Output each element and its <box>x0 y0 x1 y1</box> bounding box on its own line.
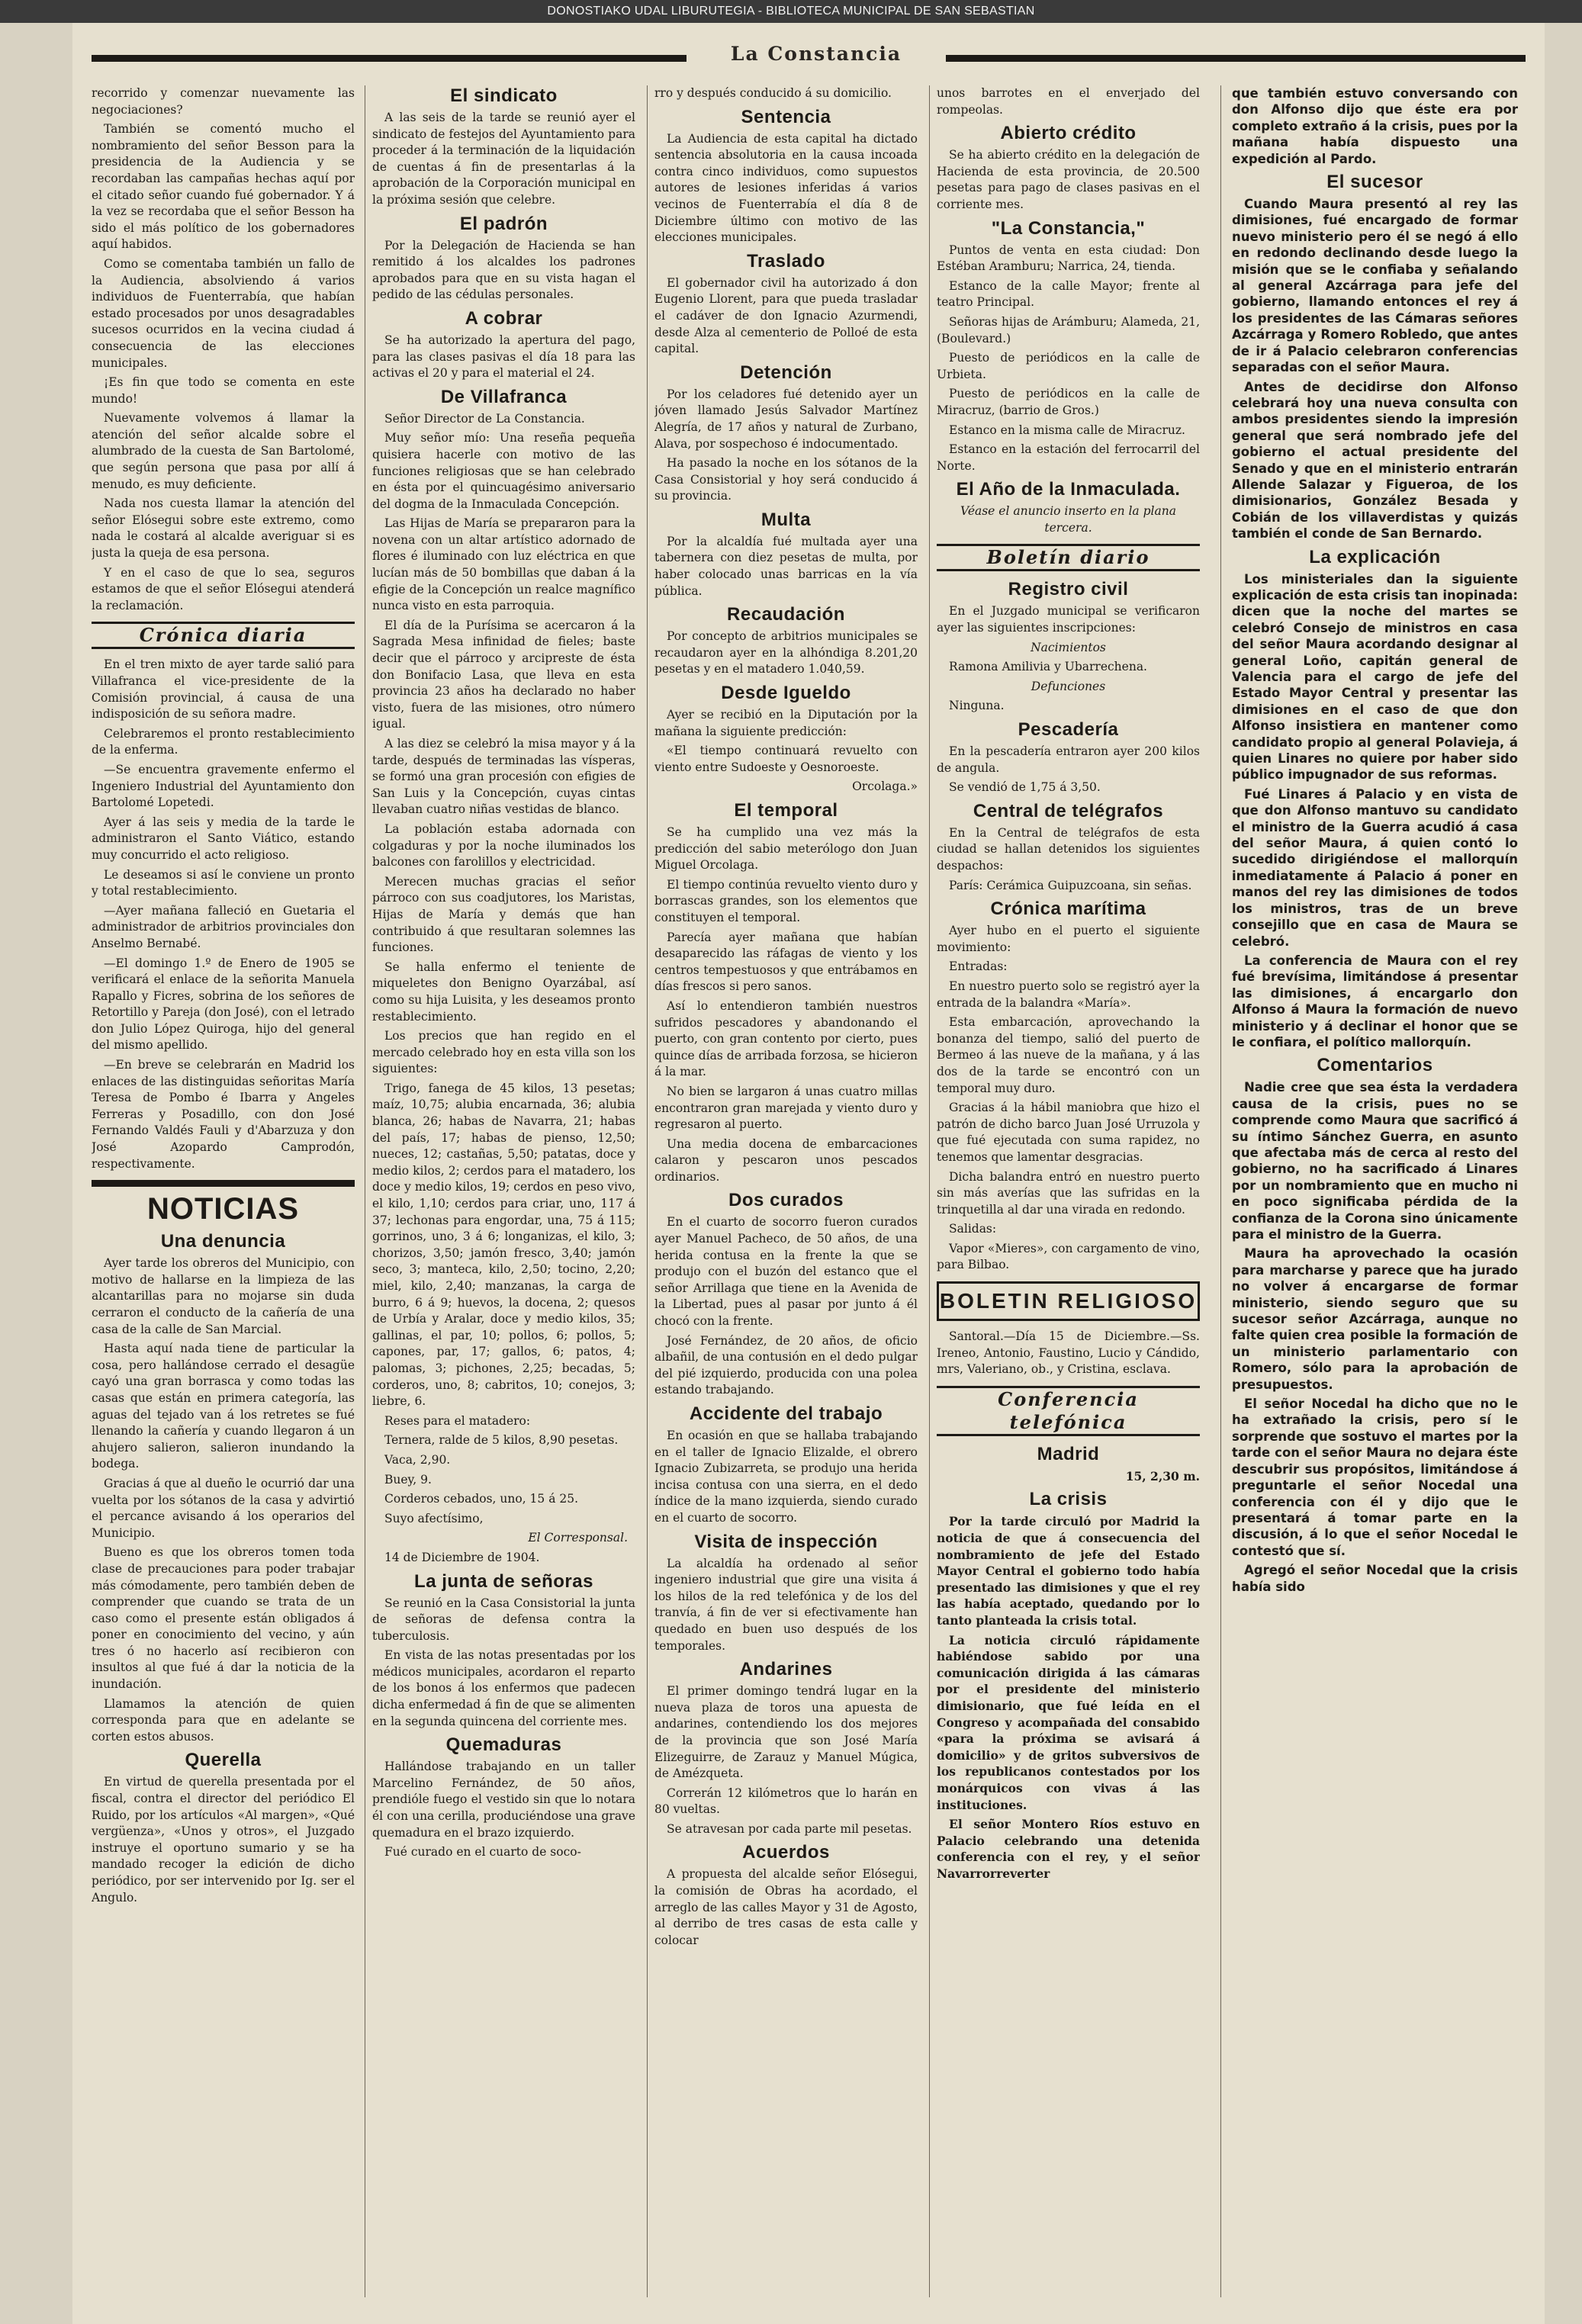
paragraph: Como se comentaba también un fallo de la Audiencia, absolviendo á varios individuos de Fuenterrabía, que habían estado procesados por unos desagradables sucesos ocurridos en la vecina ciudad á consecuencia de las elecciones municipales. <box>92 256 355 370</box>
signature: El Corresponsal. <box>528 1531 628 1545</box>
paragraph: La conferencia de Maura con el rey fué brevísima, limitándose á presentar las dimisiones, á encargarlo don Alfonso á Maura la formación de nuevo ministerio y á declinar el honor que se le confiara, el político mallorquín. <box>1232 953 1518 1049</box>
paragraph: ¡Es fin que todo se comenta en este mundo! <box>92 375 355 406</box>
subheading: Nacimientos <box>1031 640 1106 654</box>
paragraph: Estanco en la estación del ferrocarril del Norte. <box>937 442 1200 473</box>
article-headline: El Año de la Inmaculada. <box>956 479 1181 500</box>
paragraph: José Fernández, de 20 años, de oficio albañil, de una contusión en el dedo pulgar del pié izquierdo, producida con una polea estando trabajando. <box>654 1333 918 1397</box>
section-header-boletin-religioso: BOLETIN RELIGIOSO <box>937 1281 1200 1321</box>
paragraph: En el tren mixto de ayer tarde salió para Villafranca el vice-presidente de la Comisión provincial, á causa de una indisposición de su señora madre. <box>92 657 355 722</box>
article-headline: La junta de señoras <box>414 1570 593 1592</box>
article-headline: Visita de inspección <box>694 1531 878 1552</box>
paragraph: Se halla enfermo el teniente de miqueletes don Benigno Oyarzábal, así como su hija Luisita, y les deseamos pronto restablecimiento. <box>372 959 635 1024</box>
paragraph: Nadie cree que sea ésta la verdadera causa de la crisis, pues no se comprende como Maura que sacrificó á su íntimo Sánchez Guerra, en asunto que afectaba más de cerca al resto del gobierno, no ha sacrificado á Linares por un nombramiento que en mucho ni en poco significaba pérdida de la confianza de la Corona sino únicamente para el ministro de la Guerra. <box>1232 1080 1518 1242</box>
paragraph: Así lo entendieron también nuestros sufridos pescadores y abandonando el puerto, con gran contento por cierto, pues quince días de arribada forzosa, se hicieron á la mar. <box>654 998 918 1079</box>
paragraph: La Audiencia de esta capital ha dictado sentencia absolutoria en la causa incoada contra cinco individuos, como supuestos autores de lesiones inferidas á varios vecinos de Fuenterrabía el día 8 de Diciembre último con motivo de las elecciones municipales. <box>654 131 918 245</box>
article-headline: Registro civil <box>1008 579 1129 600</box>
paragraph: Véase el anuncio inserto en la plana tercera. <box>960 504 1176 535</box>
paragraph: El tiempo continúa revuelto viento duro y borrascas grandes, son los elementos que constituyen el temporal. <box>654 877 918 924</box>
paragraph: Ramona Amilivia y Ubarrechena. <box>949 660 1147 674</box>
article-headline: Andarines <box>739 1659 833 1680</box>
paragraph: Suyo afectísimo, <box>384 1511 484 1525</box>
paragraph: La noticia circuló rápidamente habiéndose sabido por una comunicación dirigida á las cámaras por el presidente del ministerio dimisionario, que fué leída en el Congreso y acompañada del consabido «para la próxima se avisará á domicilio» y de gritos subversivos de los republicanos contestados por los monárquicos con vivas á las instituciones. <box>937 1632 1200 1812</box>
paragraph: Los ministeriales dan la siguiente explicación de esta crisis tan inopinada: dicen que la noche del martes se celebró Consejo de ministros en casa del señor Maura acordando designar al general Loño, capitán general de Valencia para el cargo de jefe del Estado Mayor Central y presentar las dimisiones en el caso de que don Alfonso insistiera en mantener como candidato propio al general Polavieja, á quien Linares no quiere por haber sido público impugnador de sus reformas. <box>1232 571 1518 783</box>
paragraph: Señoras hijas de Arámburu; Alameda, 21, (Boulevard.) <box>937 314 1200 346</box>
article-headline: Detención <box>740 362 832 383</box>
paragraph: Se vendió de 1,75 á 3,50. <box>949 780 1101 795</box>
paragraph: Se ha autorizado la apertura del pago, para las clases pasivas el día 18 para las activas el 20 y para el material el 24. <box>372 333 635 381</box>
paragraph: Ayer tarde los obreros del Municipio, con motivo de hallarse en la limpieza de las alcantarillas para no mojarse sin duda cerraron el conducto de la cañería de una casa de la calle de San Marcial. <box>92 1256 355 1336</box>
article-headline: Recaudación <box>727 604 845 625</box>
paragraph: Y en el caso de que lo sea, seguros estamos de que el señor Elósegui atenderá la reclamación. <box>92 565 355 612</box>
paragraph: En el cuarto de socorro fueron curados ayer Manuel Pacheco, de 50 años, de una herida contusa en la frente la que se produjo con el buzón del estanco que el señor Arrillaga que tiene en la Avenida de la Libertad, pues al pasar por junto á él chocó con la frente. <box>654 1215 918 1329</box>
article-headline: A cobrar <box>465 307 543 329</box>
article-headline: Acuerdos <box>742 1842 830 1863</box>
paragraph: Hasta aquí nada tiene de particular la cosa, pero hallándose cerrado el desagüe cayó una gran borrasca y como todas las casas que están en primera categoría, las aguas del tejado van á los retretes se fué llenando la cañería y cuando llegaron á un ahujero salieron, salieron inundando la bodega. <box>92 1342 355 1471</box>
paragraph: Dicha balandra entró en nuestro puerto sin más averías que las sufridas en la trinquetilla al dar una virada en redondo. <box>937 1169 1200 1217</box>
paragraph: Maura ha aprovechado la ocasión para marcharse y parece que ha jurado no volver á encargarse de formar ministerio, siendo seguro que su sucesor señor Azcárraga, aunque no falte quien crea posible la formación de un ministerio parlamentario con Romero, sólo para la aprobación de presupuestos. <box>1232 1246 1518 1392</box>
paragraph: Por la tarde circuló por Madrid la noticia de que á consecuencia del nombramiento de jefe del Estado Mayor Central el gobierno todo había presentado las dimisiones y que el rey las había aceptado, quedando por lo tanto planteada la crisis total. <box>937 1514 1200 1628</box>
paragraph: Se ha cumplido una vez más la predicción del sabio meterólogo don Juan Miguel Orcolaga. <box>654 825 918 873</box>
paragraph: que también estuvo conversando con don Alfonso dijo que éste era por completo extraño á la crisis, pues por la mañana había dispuesto una expedición al Pardo. <box>1232 86 1518 166</box>
paragraph: Antes de decidirse don Alfonso celebrará hoy una nueva consulta con ambos presidentes siendo la impresión general que será nombrado jefe del gobierno el actual presidente del Senado y que en el ministerio entrarán Allende Salazar y Figueroa, de los dimisionarios, González Besada y Cobián de los villaverdistas y quizás también el conde de San Bernardo. <box>1232 379 1518 542</box>
article-headline: Sentencia <box>741 106 831 127</box>
column-1 <box>92 85 355 2297</box>
paragraph: —Ayer mañana falleció en Guetaria el administrador de arbitrios provinciales don Anselmo Bernabé. <box>92 903 355 950</box>
paragraph: Se reunió en la Casa Consistorial la junta de señoras de defensa contra la tuberculosis. <box>372 1596 635 1643</box>
paragraph: Gracias á que al dueño le ocurrió dar una vuelta por los sótanos de la casa y advirtió el percance avisando á los operarios del Municipio. <box>92 1476 355 1540</box>
paragraph: Parecía ayer mañana que habían desaparecido las ráfagas de viento y los centros tempestuosos y que entrábamos en días frescos si pero sanos. <box>654 930 918 994</box>
paragraph: Vapor «Mieres», con cargamento de vino, para Bilbao. <box>937 1241 1200 1272</box>
article-headline: El padrón <box>459 213 548 234</box>
article-headline: El sindicato <box>450 85 558 106</box>
column-divider <box>1220 85 1221 2297</box>
paragraph: También se comentó mucho el nombramiento del señor Besson para la presidencia de la Audiencia y se recordaban las campañas hechas aquí por el citado señor cuando fué gobernador. Y á la vez se recordaba que el señor Besson ha sido el más político de los gobernadores aquí habidos. <box>92 122 355 252</box>
paragraph: unos barrotes en el enverjado del rompeolas. <box>937 86 1200 117</box>
paragraph: El gobernador civil ha autorizado á don Eugenio Llorent, para que pueda trasladar el cadáver de don Ignacio Azurmendi, desde Alza al cementerio de Polloé de esta capital. <box>654 275 918 356</box>
paragraph: —Se encuentra gravemente enfermo el Ingeniero Industrial del Ayuntamiento don Bartolomé Lopetedi. <box>92 762 355 810</box>
section-title-noticias: NOTICIAS <box>146 1192 300 1226</box>
paragraph: Vaca, 2,90. <box>384 1452 451 1467</box>
column-4 <box>937 85 1200 2297</box>
paragraph: A propuesta del alcalde señor Elósegui, la comisión de Obras ha acordado, el arreglo de las calles Mayor y 31 de Agosto, al derribo de tres casas de esta calle y colocar <box>654 1867 918 1947</box>
article-headline: Central de telégrafos <box>973 800 1164 821</box>
paragraph: Le deseamos si así le conviene un pronto y total restablecimiento. <box>92 867 355 898</box>
article-headline: Desde Igueldo <box>721 683 851 704</box>
newspaper-title: La Constancia <box>730 43 902 65</box>
article-headline: El temporal <box>734 800 838 821</box>
article-headline: La crisis <box>1029 1489 1108 1510</box>
paragraph: Puesto de periódicos en la calle de Miracruz, (barrio de Gros.) <box>937 387 1200 417</box>
paragraph: —El domingo 1.º de Enero de 1905 se verificará el enlace de la señorita Manuela Rapallo y Ficres, sobrina de los señores de Retortillo y Pareja (don José), con el letrado don Julio López Quiroga, hijo del general del mismo apellido. <box>92 956 355 1053</box>
article-headline: Abierto crédito <box>1000 123 1137 144</box>
article-headline: "La Constancia," <box>991 217 1146 239</box>
column-divider <box>647 85 648 2297</box>
paragraph: Corderos cebados, uno, 15 á 25. <box>384 1492 579 1506</box>
paragraph: En vista de las notas presentadas por los médicos municipales, acordaron el reparto de los bonos á los enfermos que padecen dicha enfermedad á fin de que se alimenten en la segunda quincena del corriente mes. <box>372 1648 635 1728</box>
section-header-conferencia-telefonica: Conferencia telefónica <box>937 1386 1200 1436</box>
article-headline: De Villafranca <box>440 386 568 407</box>
column-5 <box>1232 85 1518 2297</box>
paragraph: recorrido y comenzar nuevamente las negociaciones? <box>92 86 355 117</box>
paragraph: En la pescadería entraron ayer 200 kilos de angula. <box>937 744 1200 775</box>
paragraph: El señor Nocedal ha dicho que no le ha extrañado la crisis, pero sí le sorprende que sostuvo el martes por la tarde con el señor Maura no dejara éste descubrir sus propósitos, limitándose á preguntarle el señor Nocedal una conferencia con él y dijo que le presentará á tomar parte en la discusión, á lo que el señor Nocedal le contestó que sí. <box>1232 1397 1518 1558</box>
column-2 <box>372 85 635 2297</box>
masthead-rule-left <box>92 55 686 62</box>
paragraph: Buey, 9. <box>384 1472 432 1487</box>
article-headline: El sucesor <box>1326 172 1423 193</box>
paragraph: Ayer hubo en el puerto el siguiente movimiento: <box>937 924 1200 954</box>
paragraph: Ayer se recibió en la Diputación por la mañana la siguiente predicción: <box>654 708 918 738</box>
paragraph: Correrán 12 kilómetros que lo harán en 80 vueltas. <box>654 1786 918 1817</box>
paragraph: El señor Montero Ríos estuvo en Palacio celebrando una detenida conferencia con el rey, y el señor Navarrorreverter <box>937 1817 1200 1881</box>
paragraph: rro y después conducido á su domicilio. <box>654 86 892 100</box>
paragraph: —En breve se celebrarán en Madrid los enlaces de las distinguidas señoritas María Teresa de Pombo é Ibarra y Angeles Ferreras y Posadillo, con don José Fernando Valdés Fauli y d'Abarzuza y don José Azopardo Camprodón, respectivamente. <box>92 1058 355 1171</box>
subheading: Defunciones <box>1031 679 1106 693</box>
paragraph: Ternera, ralde de 5 kilos, 8,90 pesetas. <box>384 1433 619 1448</box>
paragraph: La población estaba adornada con colgaduras y por la noche iluminados los balcones con farolillos y electricidad. <box>372 821 635 869</box>
paragraph: Celebraremos el pronto restablecimiento de la enferma. <box>92 726 355 757</box>
masthead-rule-right <box>946 55 1526 62</box>
paragraph: Por los celadores fué detenido ayer un jóven llamado Jesús Salvador Martínez Alegría, de 17 años y natural de Zurbano, Alava, por sospechoso é indocumentado. <box>654 387 918 451</box>
paragraph: Los precios que han regido en el mercado celebrado hoy en esta villa son los siguientes: <box>372 1029 635 1076</box>
section-header-boletin-diario: Boletín diario <box>937 544 1200 571</box>
library-banner: DONOSTIAKO UDAL LIBURUTEGIA - BIBLIOTECA MUNICIPAL DE SAN SEBASTIAN <box>0 0 1582 23</box>
paragraph: A las diez se celebró la misa mayor y á la tarde, después de terminadas las vísperas, se formó una gran procesión con efigies de San Luis y la Concepción, cuyas cintas llevaban cuatro niñas vestidas de blanco. <box>372 737 635 817</box>
city-dateline: Madrid <box>1037 1443 1100 1464</box>
paragraph: Por la Delegación de Hacienda se han remitido á los alcaldes los padrones aprobados para que en su vista hagan el pedido de las cédulas personales. <box>372 238 635 302</box>
paragraph: Gracias á la hábil maniobra que hizo el patrón de dicho barco Juan José Urruzola y que fué ejecutada con suma rapidez, no tenemos que lamentar desgracias. <box>937 1101 1200 1164</box>
section-rule <box>92 1180 355 1187</box>
paragraph: En ocasión en que se hallaba trabajando en el taller de Ignacio Elizalde, el obrero Ignacio Zubizarreta, se produjo una herida incisa contusa con una sierra, en el dedo índice de la mano izquierda, siendo curado en el cuarto de socorro. <box>654 1429 918 1525</box>
paragraph: En nuestro puerto solo se registró ayer la entrada de la balandra «María». <box>937 979 1200 1010</box>
article-headline: La explicación <box>1309 546 1441 567</box>
paragraph: A las seis de la tarde se reunió ayer el sindicato de festejos del Ayuntamiento para proceder á la terminación de la liquidación de cuentas á fin de presentarlas á la aprobación de la Corporación municipal en la próxima sesión que celebre. <box>372 111 635 207</box>
paragraph: Señor Director de La Constancia. <box>384 411 585 426</box>
paragraph: Ayer á las seis y media de la tarde le administraron el Santo Viático, estando muy concurrido el acto religioso. <box>92 815 355 862</box>
paragraph: Estanco en la misma calle de Miracruz. <box>949 423 1185 437</box>
masthead <box>92 43 1526 65</box>
paragraph: Salidas: <box>949 1222 997 1236</box>
paragraph: Ha pasado la noche en los sótanos de la Casa Consistorial y hoy será conducido á su provincia. <box>654 456 918 503</box>
paragraph: Llamamos la atención de quien corresponda para que en adelante se corten estos abusos. <box>92 1696 355 1744</box>
paragraph: Puesto de periódicos en la calle de Urbieta. <box>937 351 1200 381</box>
paragraph: París: Cerámica Guipuzcoana, sin señas. <box>949 878 1192 892</box>
article-headline: Crónica marítima <box>990 898 1146 920</box>
paragraph: No bien se largaron á unas cuatro millas encontraron gran marejada y viento duro y regresaron al puerto. <box>654 1084 918 1132</box>
paragraph: Por concepto de arbitrios municipales se recaudaron ayer en la alhóndiga 8.201,20 pesetas y en el matadero 1.040,59. <box>654 629 918 677</box>
paragraph: «El tiempo continuará revuelto con viento entre Sudoeste y Oesnoroeste. <box>654 744 918 774</box>
paragraph: Agregó el señor Nocedal que la crisis había sido <box>1232 1563 1518 1594</box>
paragraph: Se ha abierto crédito en la delegación de Hacienda de esta provincia, de 20.500 pesetas para pago de clases pasivas en el corriente mes. <box>937 148 1200 211</box>
paragraph: Santoral.—Día 15 de Diciembre.—Ss. Ireneo, Antonio, Faustino, Lucio y Cándido, mrs, Valeriano, ob., y Cristina, esclava. <box>937 1329 1200 1377</box>
paragraph: Cuando Maura presentó al rey las dimisiones, fué encargado de formar nuevo ministerio pero él se negó á ello en redondo declinando desde luego la misión que se le confiaba y señalando al general Azcárraga para jefe del gobierno, llamando entonces el rey á los presidentes de las Cámaras señores Azcárraga y Romero Robledo, que antes de ir á Palacio celebraron conferencias separadas con el señor Maura. <box>1232 197 1518 375</box>
paragraph: Esta embarcación, aprovechando la bonanza del tiempo, salió del puerto de Bermeo á las nueve de la mañana, y á las dos de la tarde se encontró con un temporal muy duro. <box>937 1015 1200 1095</box>
paragraph: Puntos de venta en esta ciudad: Don Estéban Aramburu; Narrica, 24, tienda. <box>937 243 1200 274</box>
paragraph: Bueno es que los obreros tomen toda clase de precauciones para poder trabajar más cómodamente, pero también deben de comprender que cuando se trata de un caso como el presente están obligados á poner en conocimiento del vecino, y aún tres ó no hacerlo así recibieron con insultos al que fué á dar la noticia de la inundación. <box>92 1545 355 1692</box>
paragraph: Una media docena de embarcaciones calaron y pescaron unos pescados ordinarios. <box>654 1136 918 1184</box>
paragraph: Las Hijas de María se prepararon para la novena con un altar artístico adornado de flores é iluminado con luz eléctrica en que lucían más de 50 bombillas que daban á la efigie de la Concepción un realce magnífico nunca visto en esta parroquia. <box>372 516 635 613</box>
article-headline: Una denuncia <box>160 1231 286 1252</box>
article-headline: Querella <box>185 1750 262 1771</box>
paragraph: En la Central de telégrafos de esta ciudad se hallan detenidos los siguientes despachos: <box>937 825 1200 873</box>
paragraph: La alcaldía ha ordenado al señor ingeniero industrial que gire una visita á los hilos de la red telefónica y de los del tranvía, á fin de ver si efectivamente han quedado en buen uso después de los temporales. <box>654 1556 918 1653</box>
section-header-cronica-diaria: Crónica diaria <box>92 622 355 649</box>
signature: Orcolaga.» <box>852 779 918 794</box>
article-headline: Dos curados <box>728 1190 844 1211</box>
paragraph: Estanco de la calle Mayor; frente al teatro Principal. <box>937 278 1200 310</box>
paragraph: Por la alcaldía fué multada ayer una tabernera con diez pesetas de multa, por haber colocado unas barricas en la vía pública. <box>654 534 918 598</box>
paragraph: Fué Linares á Palacio y en vista de que don Alfonso mantuvo su candidato el ministro de la Guerra acudió á casa del señor Maura, á quien contó lo sucedido dirigiéndose el mallorquín inmediatamente á Palacio á poner en manos del rey las dimisiones de todos los ministros, tras de un breve consejillo que en casa de Maura se celebró. <box>1232 786 1518 949</box>
article-headline: Pescadería <box>1018 719 1119 741</box>
paragraph: Fué curado en el cuarto de soco- <box>384 1845 581 1860</box>
paragraph: Muy señor mío: Una reseña pequeña quisiera hacerle con motivo de las funciones religiosas que se han celebrado en ésta por el quincuagésimo aniversario del dogma de la Inmaculada Concepción. <box>372 431 635 511</box>
paragraph: Nuevamente volvemos á llamar la atención del señor alcalde sobre el alumbrado de la cuesta de San Bartolomé, que según persona que pasa por allí á menudo, es muy deficiente. <box>92 411 355 491</box>
dateline: 14 de Diciembre de 1904. <box>384 1550 540 1564</box>
article-headline: Traslado <box>747 250 825 272</box>
paragraph: En virtud de querella presentada por el fiscal, contra el director del periódico El Ruido, por los artículos «Al margen», «Qué vergüenza», «Unos y otros», el Juzgado instruye el oportuno sumario y se ha mandado recoger la edición de dicho periódico, por ser intervenido por Ig. ser el Angulo. <box>92 1775 355 1905</box>
paragraph: Entradas: <box>949 959 1008 974</box>
article-headline: Quemaduras <box>445 1734 562 1756</box>
paragraph: En el Juzgado municipal se verificaron ayer las siguientes inscripciones: <box>937 604 1200 635</box>
article-headline: Accidente del trabajo <box>689 1403 883 1424</box>
article-headline: Multa <box>760 509 812 530</box>
paragraph: Hallándose trabajando en un taller Marcelino Fernández, de 50 años, prendióle fuego el vestido sin que lo notara él con una cerilla, produciéndose una grave quemadura en el brazo izquierdo. <box>372 1760 635 1840</box>
paragraph: Merecen muchas gracias el señor párroco con sus coadjutores, los Maristas, Hijas de María y demás que han contribuido á que resultaran solemnes las funciones. <box>372 874 635 955</box>
column-divider <box>929 85 930 2297</box>
paragraph: Trigo, fanega de 45 kilos, 13 pesetas; maíz, 10,75; alubia encarnada, 36; alubia blanca, 26; habas de Navarra, 21; habas del país, 17; habas de pienso, 12,50; nueces, 12; castañas, 5,50; patatas, doce y medio kilos, 2; cerdos para el matadero, los doce y medio kilos, 19; cerdos en peso vivo, el kilo, 1,10; cerdos para criar, uno, 117 á 37; lechonas para engordar, una, 75 á 115; gorrinos, uno, 3 á 6; longanizas, el kilo, 3; chorizos, 3,50; jamón fresco, 3,40; jamón seco, 3; manteca, kilo, 2,50; tocino, 2,20; miel, kilo, 2,40; manzanas, la carga de burro, 6 á 9; huevos, la docena, 2; quesos de Urbía y Aralar, doce y medio kilos, 35; gallinas, el par, 10; pollos, 6; pollos, 5; capones, par, 17; gallos, 6; patos, 4; palomas, 3; pichones, 2,25; becadas, 5; corderos, uno, 8; cabritos, 10; conejos, 3; liebre, 6. <box>372 1081 635 1409</box>
paragraph: Nada nos cuesta llamar la atención del señor Elósegui sobre este extremo, como nada le costará al alcalde averiguar si es justa la queja de esa persona. <box>92 497 355 561</box>
column-3 <box>654 85 918 2297</box>
paragraph: El día de la Purísima se acercaron á la Sagrada Mesa infinidad de fieles; baste decir que el párroco y arcipreste de ésta don Bonifacio Lasa, que lleva en esta provincia 23 años ha declarado no haber visto, fuera de las misiones, otro número igual. <box>372 618 635 731</box>
time-dateline: 15, 2,30 m. <box>1125 1468 1200 1483</box>
paragraph: Se atravesan por cada parte mil pesetas. <box>667 1821 912 1836</box>
article-headline: Comentarios <box>1317 1055 1433 1076</box>
paragraph: Ninguna. <box>949 699 1005 713</box>
paragraph: Reses para el matadero: <box>384 1413 531 1428</box>
paragraph: El primer domingo tendrá lugar en la nueva plaza de toros una apuesta de andarines, contendiendo los dos mejores de la provincia que son José María Elizeguirre, de Zarauz y Manuel Múgica, de Amézqueta. <box>654 1684 918 1781</box>
